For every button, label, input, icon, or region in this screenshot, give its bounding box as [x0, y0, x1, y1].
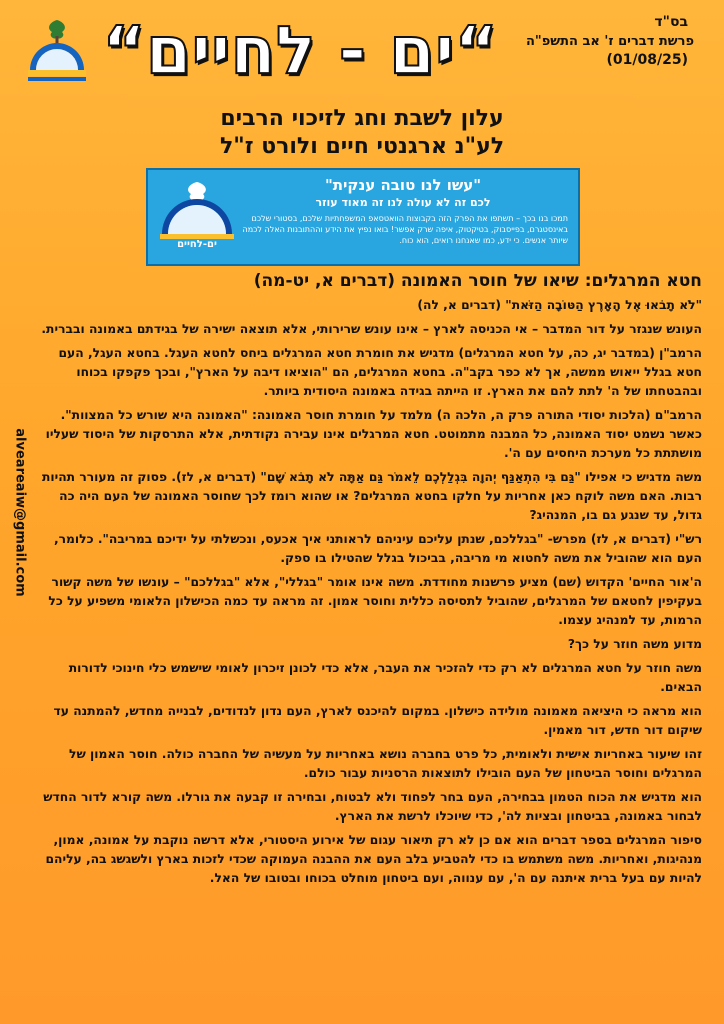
article-paragraph: סיפור המרגלים בספר דברים הוא אם כן לא רק תיאור עגום של אירוע היסטורי, אלא דרשה נוקבת על אמונה, אמון, מנהיגות, ואחריות. משה משתמש בו כדי להטביע בלב העם את ההבנה העמוקה שכדי לזכות בארץ ולשגשג בה, עליהם להיות עם בעל ברית איתנה עם ה', עם ענווה, ועם ביטחון מוחלט בכוחו ובטובו של האל. — [45, 833, 702, 885]
share-banner — [146, 168, 580, 266]
article-paragraph: מדוע משה חוזר על כך? — [567, 637, 702, 651]
article-paragraph: ה'אור החיים' הקדוש (שם) מציע פרשנות מחודדת. משה אינו אומר "בגללי", אלא "בגללכם" – עונשו של משה קשור בעקיפין לחטאם של המרגלים, שהוביל לתסיסה כללית וחוסר אמון. זה מראה עד כמה הכישלון הלאומי משפיע על כל הרמות, עד למנהיג עצמו. — [48, 575, 702, 627]
banner-logo — [156, 178, 238, 256]
article-title: חטא המרגלים: שיאו של חוסר האמונה (דברים א, יט-מה) — [253, 271, 702, 291]
article-paragraph: הוא מראה כי היציאה מאמונה מולידה כישלון. במקום להיכנס לארץ, העם נדון לנדודים, לבנייה מחדש, להמתנה עד שיקום דור חדש, דור מאמין. — [53, 704, 702, 737]
parasha-line: פרשת דברים ז' אב התשפ"ה — [526, 34, 694, 49]
article-paragraph: הוא מדגיש את הכוח הטמון בבחירה, העם בחר לפחוד ולא לבטוח, ובחירה זו קבעה את גורלו. משה קורא לדור החדש לבחור באמונה, בביטחון ובציות לה', כדי שיוכלו לרשת את הארץ. — [43, 790, 702, 823]
banner-text: תמכו בנו בכך – תשתפו את הפרק הזה בקבוצות הוואטסאפ המשפחתיות שלכם, בסטורי שלכם באינסטגרם, בפייסבוק, בטיקטוק, איפה שרק אפשר! בואו נפיץ את הידע וההתובנות האלה לכמה שיותר אנשים. כי ידע, כמו שאנחנו רואים, הוא כוח. — [242, 214, 568, 245]
subtitle-dedication-2: לע"נ ארגנטי חיים ולורט ז"ל — [219, 134, 505, 159]
logo — [26, 14, 88, 94]
bsd-mark: בס"ד — [654, 14, 688, 30]
article-paragraph: זהו שיעור באחריות אישית ולאומית, כל פרט בחברה נושא באחריות על מעשיה של החברה כולה. חוסר האמון של המרגלים וחוסר הביטחון של העם הובילו לתוצאות הרסניות עבור כולם. — [69, 747, 702, 780]
article-paragraph: "לֹא תָבֹאוּ אֶל הָאָרֶץ הַטּוֹבָה הַזֹּאת" (דברים א, לה) — [417, 298, 702, 312]
article-paragraph: רש"י (דברים א, לז) מפרש- "בגללכם, שנתן עליכם עיניהם לראותני איך אכעס, ונכשלתי על ידיכם במריבה". כלומר, העם הוא שהוביל את משה לחטוא מי מריבה, בביכול בגלל שהטילו בו ספק. — [53, 532, 702, 565]
article — [38, 270, 702, 893]
article-paragraph: משה מדגיש כי אפילו "גַּם בִּי הִתְאַנַּף יְהוָה בִּגְלַלְכֶם לֵאמֹר גַּם אַתָּה לֹא תָבֹא שָׁם" (דברים א, לז). פסוק זה מעורר תהיות רבות. האם משה לוקח כאן אחריות על חלקו בחטא המרגלים? או שהוא רומז לכך שחוסר האמונה של העם היה כה גדול, עד שנגע גם בו, המנהיג? — [41, 470, 702, 522]
article-paragraph: הרמב"ן (במדבר יג, כה, על חטא המרגלים) מדגיש את חומרת חטא המרגלים ביחס לחטא העגל. בחטא העגל, העם חטא בגלל ייאוש ממשה, אך לא כפר בקב"ה. בחטא המרגלים, הם "הוציאו דיבה על הארץ", ובכך פקפקו בכוחו ובהבטחתו של ה' לתת להם את הארץ. זו הייתה בגידה באמונה היסודית ביותר. — [58, 346, 702, 398]
banner-heading: "עשו לנו טובה ענקית" — [324, 176, 482, 194]
article-paragraph: משה חוזר על חטא המרגלים לא רק כדי להזכיר את העבר, אלא כדי לכונן זיכרון לאומי שישמש כלי חינוכי לדורות הבאים. — [68, 661, 702, 694]
article-paragraph: הרמב"ם (הלכות יסודי התורה פרק ה, הלכה ה) מלמד על חומרת חוסר האמונה: "האמונה היא שורש כל המצוות". כאשר נשמט יסוד האמונה, כל המבנה מתמוטט. חטא המרגלים אינו עבירה נקודתית, אלא התרסקות של היסוד שעליו מושתתת כל מערכת היחסים עם ה'. — [45, 408, 702, 460]
tree-arch-logo-icon — [26, 14, 88, 94]
article-paragraph: העונש שנגזר על דור המדבר – אי הכניסה לארץ – אינו עונש שרירותי, אלא תוצאה ישירה של בגידתם באמונה ובברית. — [41, 322, 702, 336]
subtitle-dedication-1: עלון לשבת וחג לזיכוי הרבים — [220, 106, 504, 131]
contact-email: alveareaiw@gmail.com — [12, 428, 28, 597]
banner-logo-caption: ים-לחיים — [177, 239, 217, 250]
issue-date: (01/08/25) — [606, 52, 688, 68]
main-title: “ים - לחיים“ — [102, 12, 498, 89]
banner-subheading: לכם זה לא עולה לנו זה מאוד עוזר — [315, 196, 491, 209]
